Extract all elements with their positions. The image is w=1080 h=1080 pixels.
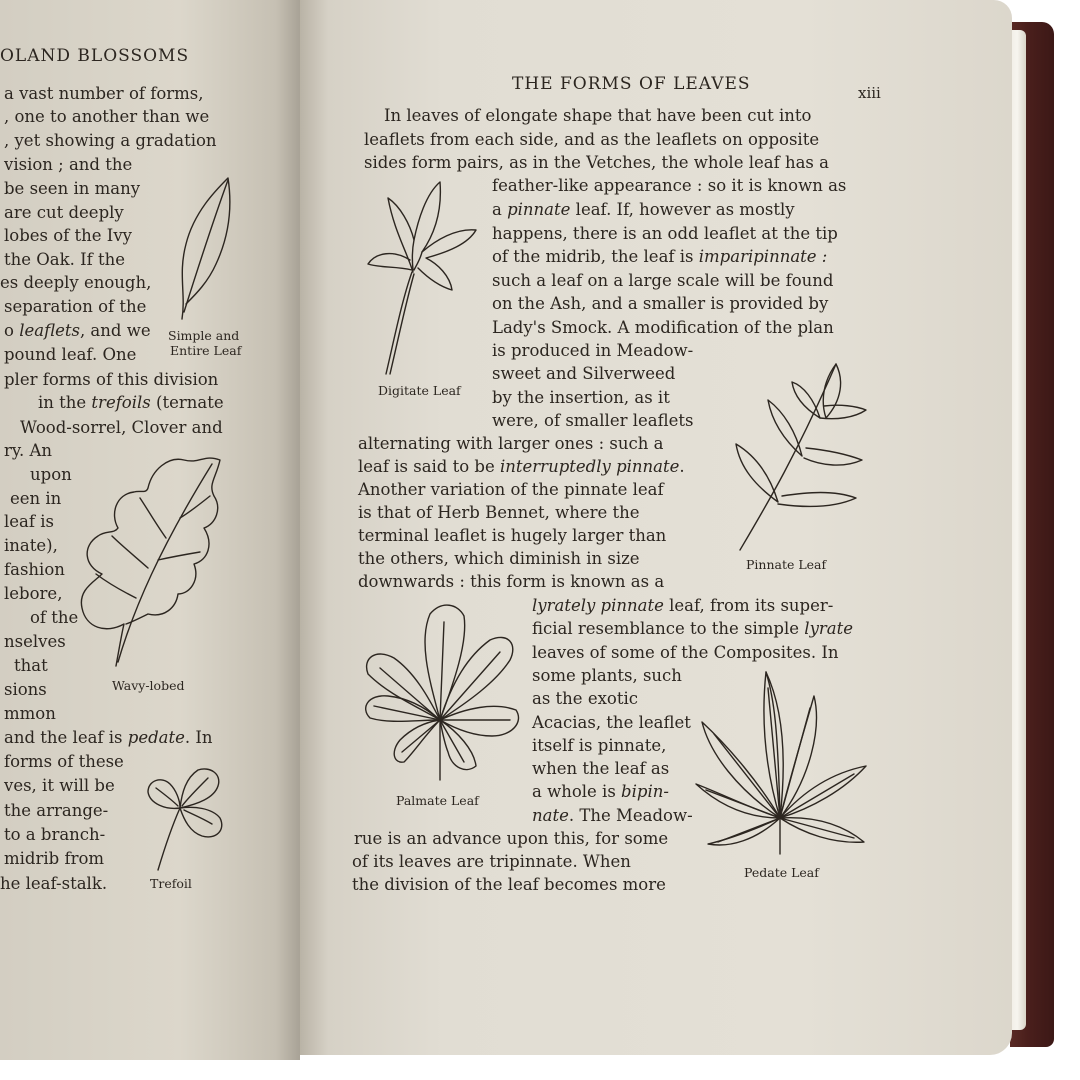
text-line: midrib from [4,849,105,868]
text-line: lebore, [4,584,63,603]
text-line: een in [10,489,62,508]
text-line: upon [30,465,72,484]
caption-simple-2: Entire Leaf [170,343,242,358]
text-line: itself is pinnate, [532,736,667,755]
text-line: of its leaves are tripinnate. When [352,852,631,871]
text-line: , one to another than we [4,107,210,126]
text-line: nate. The Meadow- [532,806,693,825]
text-line: , yet showing a gradation [4,131,217,150]
text-line: ry. An [4,441,53,460]
text-line: of the [30,608,79,627]
text-line: ves, it will be [4,776,115,795]
text-line: by the insertion, as it [492,388,670,407]
text-line: downwards : this form is known as a [358,572,665,591]
text-line: a whole is bipin- [532,782,669,801]
text-line: to a branch- [4,825,106,844]
caption-palmate: Palmate Leaf [396,793,479,808]
text-line: vision ; and the [4,155,133,174]
caption-digitate: Digitate Leaf [378,383,461,398]
right-page [300,0,1012,1055]
text-line: Another variation of the pinnate leaf [358,480,664,499]
text-line: the arrange- [4,801,109,820]
text-line: separation of the [4,297,147,316]
text-line: forms of these [4,752,124,771]
simple-leaf-illustration [172,174,234,324]
text-line: fashion [4,560,65,579]
text-line: Lady's Smock. A modification of the plan [492,318,834,337]
text-line: the Oak. If the [4,250,126,269]
text-line: feather-like appearance : so it is known as [492,176,847,195]
text-line: leaf is said to be interruptedly pinnate. [358,457,685,476]
text-line: a vast number of forms, [4,84,204,103]
text-line: alternating with larger ones : such a [358,434,664,453]
text-line: lobes of the Ivy [4,226,132,245]
text-line: rue is an advance upon this, for some [354,829,669,848]
text-line: and the leaf is pedate. In [4,728,213,747]
text-line: be seen in many [4,179,141,198]
text-line: are cut deeply [4,203,124,222]
right-running-header: THE FORMS OF LEAVES [512,74,751,94]
text-line: nselves [4,632,66,651]
text-line: were, of smaller leaflets [492,411,694,430]
palmate-leaf-illustration [360,602,524,784]
text-line: the others, which diminish in size [358,549,640,568]
left-page [0,0,300,1060]
trefoil-illustration [146,764,228,874]
text-line: o leaflets, and we [4,321,151,340]
text-line: terminal leaflet is hugely larger than [358,526,667,545]
text-line: of the midrib, the leaf is imparipinnate : [492,247,828,266]
wavy-lobed-leaf-illustration [76,448,224,672]
page-number: xiii [858,84,881,102]
text-line: pound leaf. One [4,345,137,364]
text-line: leaflets from each side, and as the leaflets on opposite [364,130,820,149]
text-line: in the trefoils (ternate [38,393,224,412]
digitate-leaf-illustration [366,180,480,378]
text-line: that [14,656,48,675]
text-line: when the leaf as [532,759,670,778]
text-line: some plants, such [532,666,682,685]
text-line: es deeply enough, [0,273,152,292]
text-line: leaf is [4,512,54,531]
text-line: Wood-sorrel, Clover and [20,418,223,437]
caption-simple-1: Simple and [168,328,240,343]
text-line: happens, there is an odd leaflet at the tip [492,224,838,243]
text-line: sions [4,680,47,699]
text-line: leaves of some of the Composites. In [532,643,839,662]
text-line: ficial resemblance to the simple lyrate [532,619,854,638]
pinnate-leaf-illustration [716,356,868,554]
text-line: on the Ash, and a smaller is provided by [492,294,829,313]
caption-trefoil: Trefoil [150,876,192,891]
text-line: such a leaf on a large scale will be found [492,271,834,290]
text-line: is produced in Meadow- [492,341,694,360]
text-line: he leaf-stalk. [0,874,108,893]
pedate-leaf-illustration [694,668,870,858]
caption-pedate: Pedate Leaf [744,865,819,880]
text-line: as the exotic [532,689,638,708]
text-line: In leaves of elongate shape that have been cut into [384,106,812,125]
text-line: a pinnate leaf. If, however as mostly [492,200,795,219]
text-line: inate), [4,536,58,555]
caption-pinnate: Pinnate Leaf [746,557,827,572]
left-running-header: OLAND BLOSSOMS [0,46,190,66]
text-line: sweet and Silverweed [492,364,676,383]
text-line: mmon [4,704,56,723]
text-line: lyrately pinnate leaf, from its super- [532,596,834,615]
text-line: Acacias, the leaflet [532,713,691,732]
text-line: the division of the leaf becomes more [352,875,666,894]
text-line: is that of Herb Bennet, where the [358,503,640,522]
text-line: sides form pairs, as in the Vetches, the whole leaf has a [364,153,829,172]
caption-wavy: Wavy-lobed [112,678,185,693]
text-line: pler forms of this division [4,370,219,389]
